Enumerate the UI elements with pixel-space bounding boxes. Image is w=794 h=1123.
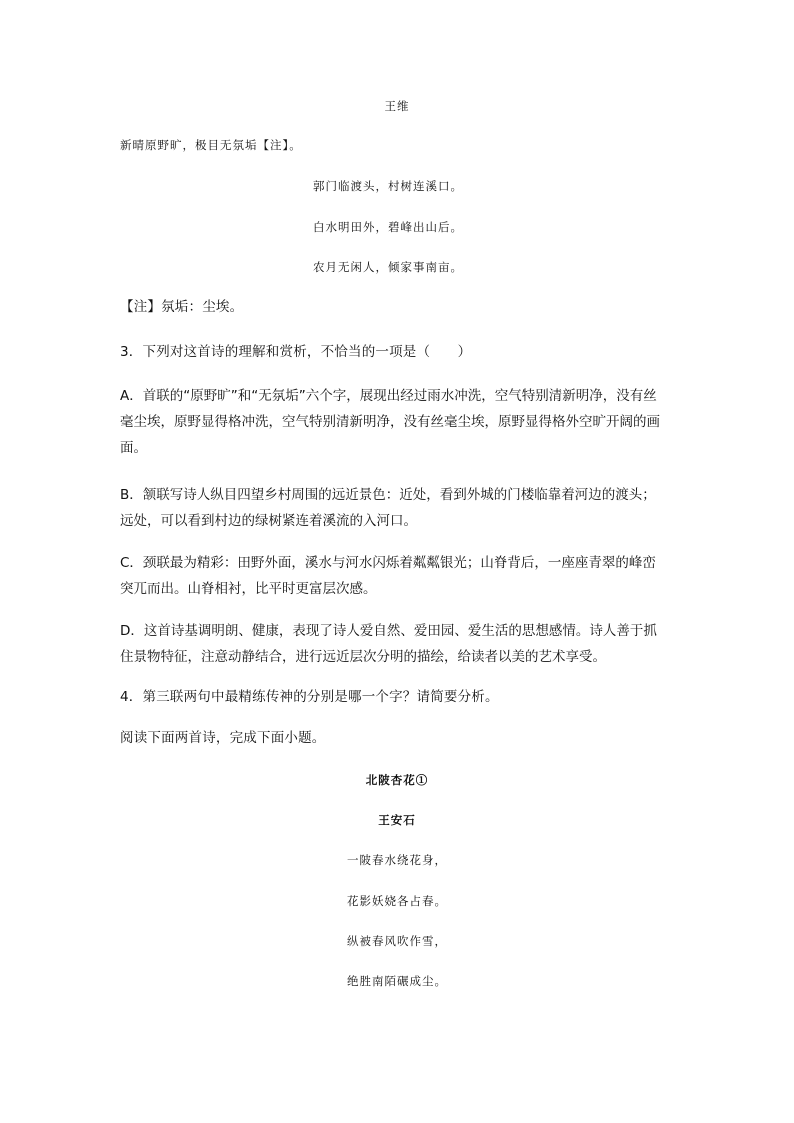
poem2-title: 北陂杏花①	[365, 773, 429, 787]
poem1-note: 【注】氛垢：尘埃。	[120, 299, 244, 315]
option-b-line-1: B．颔联写诗人纵目四望乡村周围的远近景色：近处，看到外城的门楼临靠着河边的渡头；	[120, 487, 656, 503]
question-3-stem: 3．下列对这首诗的理解和赏析，不恰当的一项是（ ）	[120, 344, 472, 360]
option-a-line-2: 毫尘埃，原野显得格冲洗，空气特别清新明净，没有丝毫尘埃，原野显得格外空旷开阔的画	[120, 414, 660, 430]
poem2-line-3: 纵被春风吹作雪，	[347, 934, 447, 948]
question-3-option-b	[120, 482, 680, 534]
reading-instruction: 阅读下面两首诗，完成下面小题。	[120, 730, 326, 746]
poem1-first-line: 新晴原野旷，极目无氛垢【注】。	[120, 138, 302, 152]
question-4-stem: 4．第三联两句中最精练传神的分别是哪一个字？请简要分析。	[120, 689, 499, 705]
poem2-line-1: 一陂春水绕花身，	[347, 853, 447, 867]
option-a-line-1: A．首联的“原野旷”和“无氛垢”六个字，展现出经过雨水冲洗，空气特别清新明净，没有丝	[120, 388, 657, 404]
question-3-option-d	[120, 618, 680, 670]
option-d-line-2: 住景物特征，注意动静结合，进行远近层次分明的描绘，给读者以美的艺术享受。	[120, 649, 606, 665]
option-b-line-2: 远处，可以看到村边的绿树紧连着溪流的入河口。	[120, 513, 417, 529]
poem1-line-1: 郭门临渡头，村树连溪口。	[313, 179, 463, 193]
option-c-line-1: C．颈联最为精彩：田野外面，溪水与河水闪烁着粼粼银光；山脊背后，一座座青翠的峰峦	[120, 555, 656, 571]
poem1-line-3: 农月无闲人，倾家事南亩。	[313, 260, 463, 274]
poem2-author: 王安石	[378, 813, 416, 827]
question-3-option-a	[120, 383, 680, 461]
option-a-line-3: 面。	[120, 440, 147, 456]
poem1-author: 王维	[384, 99, 410, 113]
poem1-line-2: 白水明田外，碧峰出山后。	[313, 220, 463, 234]
question-3-option-c	[120, 550, 680, 602]
option-d-line-1: D．这首诗基调明朗、健康，表现了诗人爱自然、爱田园、爱生活的思想感情。诗人善于抓	[120, 623, 657, 639]
option-c-line-2: 突兀而出。山脊相衬，比平时更富层次感。	[120, 581, 377, 597]
poem2-line-4: 绝胜南陌碾成尘。	[347, 974, 447, 988]
poem2-line-2: 花影妖娆各占春。	[347, 894, 447, 908]
